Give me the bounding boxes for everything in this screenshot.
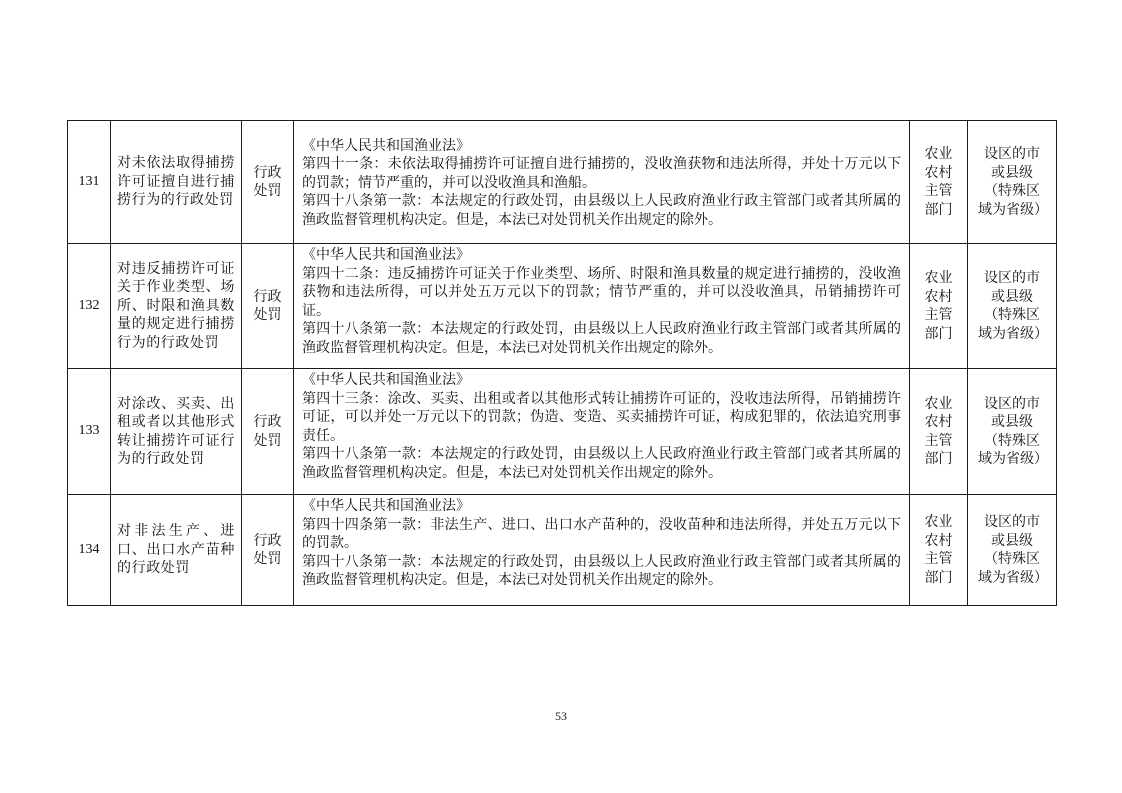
law-article: 第四十一条：未依法取得捕捞许可证擅自进行捕捞的，没收渔获物和违法所得，并处十万元以下的罚款；情节严重的，并可以没收渔具和渔船。 xyxy=(302,156,901,191)
item-name: 对违反捕捞许可证关于作业类型、场所、时限和渔具数量的规定进行捕捞行为的行政处罚 xyxy=(111,244,242,369)
law-title: 《中华人民共和国渔业法》 xyxy=(302,372,470,388)
law-article: 第四十八条第一款：本法规定的行政处罚，由县级以上人民政府渔业行政主管部门或者其所属的渔政监督管理机构决定。但是，本法已对处罚机关作出规定的除外。 xyxy=(302,446,901,481)
law-article: 第四十八条第一款：本法规定的行政处罚，由县级以上人民政府渔业行政主管部门或者其所属的渔政监督管理机构决定。但是，本法已对处罚机关作出规定的除外。 xyxy=(302,321,901,356)
legal-basis xyxy=(294,121,910,244)
law-title: 《中华人民共和国渔业法》 xyxy=(302,247,470,263)
penalty-type: 行政处罚 xyxy=(242,495,294,606)
row-number: 133 xyxy=(68,369,111,495)
penalty-table xyxy=(67,120,1057,606)
table-row xyxy=(68,369,1057,495)
law-title: 《中华人民共和国渔业法》 xyxy=(302,137,470,154)
jurisdiction-level: 设区的市或县级（特殊区域为省级） xyxy=(968,121,1057,244)
law-title: 《中华人民共和国渔业法》 xyxy=(302,498,470,514)
row-number: 131 xyxy=(68,121,111,244)
item-name: 对非法生产、进口、出口水产苗种的行政处罚 xyxy=(111,495,242,606)
law-article: 第四十二条：违反捕捞许可证关于作业类型、场所、时限和渔具数量的规定进行捕捞的，没收渔获物和违法所得，可以并处五万元以下的罚款；情节严重的，并可以没收渔具，吊销捕捞许可证。 xyxy=(302,265,901,319)
legal-basis xyxy=(294,244,910,369)
department: 农业农村主管部门 xyxy=(910,121,968,244)
item-name: 对涂改、买卖、出租或者以其他形式转让捕捞许可证行为的行政处罚 xyxy=(111,369,242,495)
law-article: 第四十四条第一款：非法生产、进口、出口水产苗种的，没收苗种和违法所得，并处五万元以下的罚款。 xyxy=(302,516,901,551)
law-article: 第四十三条：涂改、买卖、出租或者以其他形式转让捕捞许可证的，没收违法所得，吊销捕捞许可证，可以并处一万元以下的罚款；伪造、变造、买卖捕捞许可证，构成犯罪的，依法追究刑事责任。 xyxy=(302,390,901,444)
jurisdiction-level: 设区的市或县级（特殊区域为省级） xyxy=(968,369,1057,495)
row-number: 134 xyxy=(68,495,111,606)
department: 农业农村主管部门 xyxy=(910,495,968,606)
law-article: 第四十八条第一款：本法规定的行政处罚，由县级以上人民政府渔业行政主管部门或者其所属的渔政监督管理机构决定。但是，本法已对处罚机关作出规定的除外。 xyxy=(302,193,901,228)
legal-basis xyxy=(294,369,910,495)
row-number: 132 xyxy=(68,244,111,369)
item-name: 对未依法取得捕捞许可证擅自进行捕捞行为的行政处罚 xyxy=(111,121,242,244)
department: 农业农村主管部门 xyxy=(910,369,968,495)
penalty-type: 行政处罚 xyxy=(242,369,294,495)
jurisdiction-level: 设区的市或县级（特殊区域为省级） xyxy=(968,244,1057,369)
page-number: 53 xyxy=(555,709,567,723)
table-row xyxy=(68,244,1057,369)
table-row xyxy=(68,121,1057,244)
department: 农业农村主管部门 xyxy=(910,244,968,369)
legal-basis xyxy=(294,495,910,606)
penalty-type: 行政处罚 xyxy=(242,244,294,369)
law-article: 第四十八条第一款：本法规定的行政处罚，由县级以上人民政府渔业行政主管部门或者其所属的渔政监督管理机构决定。但是，本法已对处罚机关作出规定的除外。 xyxy=(302,553,901,588)
jurisdiction-level: 设区的市或县级（特殊区域为省级） xyxy=(968,495,1057,606)
table-row xyxy=(68,495,1057,606)
penalty-type: 行政处罚 xyxy=(242,121,294,244)
